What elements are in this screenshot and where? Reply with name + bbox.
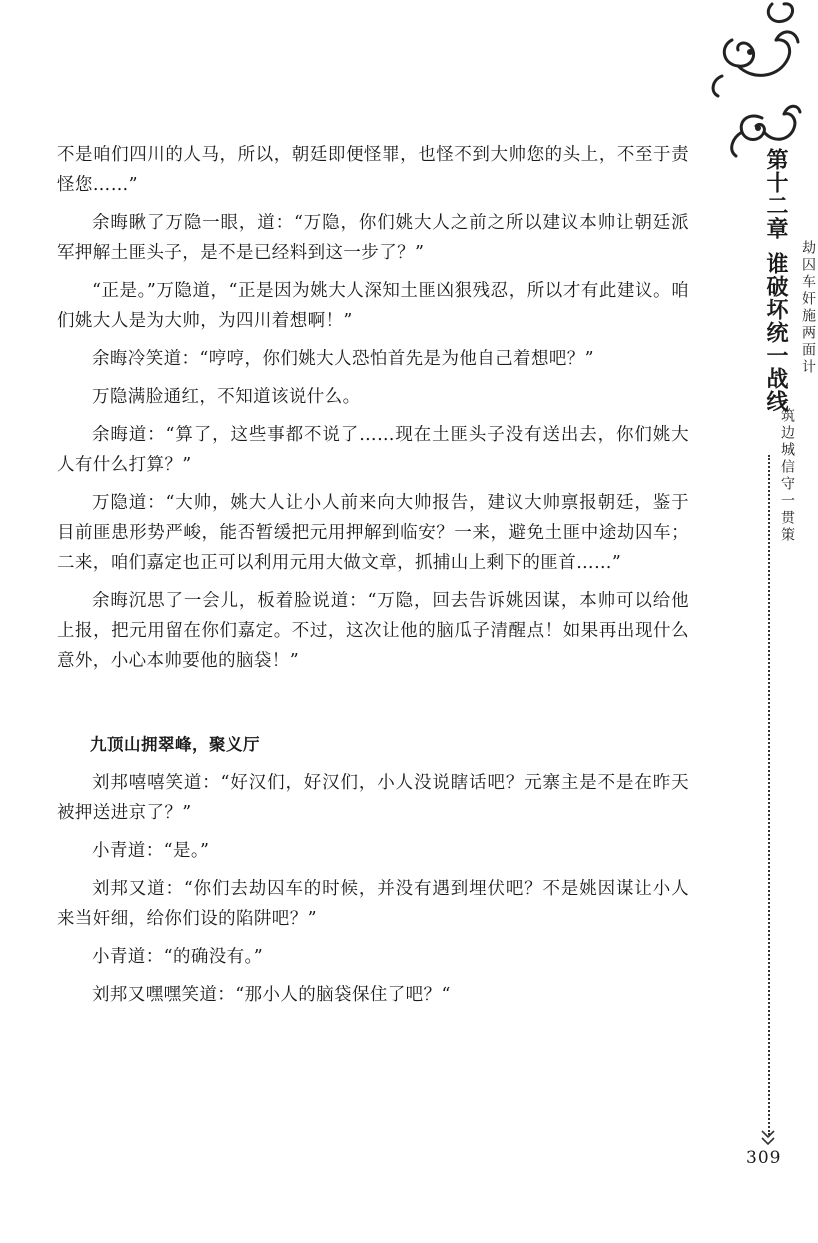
paragraph: 不是咱们四川的人马，所以，朝廷即便怪罪，也怪不到大帅您的头上，不至于责怪您……”	[57, 145, 689, 195]
paragraph: 万隐满脸通红，不知道该说什么。	[92, 387, 361, 407]
paragraph: 余晦道：“算了，这些事都不说了……现在土匪头子没有送出去，你们姚大人有什么打算？”	[57, 425, 689, 475]
paragraph: 刘邦又嘿嘿笑道：“那小人的脑袋保住了吧？“	[92, 985, 451, 1005]
section-heading: 九顶山拥翠峰，聚义厅	[90, 735, 260, 754]
double-chevron-down-icon	[760, 1128, 776, 1148]
paragraph: 余晦瞅了万隐一眼，道：“万隐，你们姚大人之前之所以建议本帅让朝廷派军押解土匪头子，是不是已经料到这一步了？”	[57, 213, 689, 263]
chapter-subtitle-2: 筑边城信守一贯策	[779, 408, 795, 544]
paragraph: 刘邦嘻嘻笑道：“好汉们，好汉们，小人没说瞎话吧？元寨主是不是在昨天被押送进京了？”	[57, 773, 689, 823]
chapter-subtitle-1: 劫囚车奸施两面计	[800, 240, 816, 376]
paragraph: 余晦冷笑道：“哼哼，你们姚大人恐怕首先是为他自己着想吧？”	[92, 349, 594, 369]
chapter-number: 第十二章	[763, 148, 788, 240]
main-text	[57, 140, 689, 1018]
paragraph: 余晦沉思了一会儿，板着脸说道：“万隐，回去告诉姚因谋，本帅可以给他上报，把元用留在你们嘉定。不过，这次让他的脑瓜子清醒点！如果再出现什么意外，小心本帅要他的脑袋！”	[57, 591, 689, 671]
page-number: 309	[746, 1148, 782, 1168]
chapter-sidebar	[690, 0, 816, 1243]
dotted-divider	[768, 455, 770, 1135]
chapter-title: 谁破坏统一战线	[763, 252, 788, 413]
cloud-ornament-icon	[702, 0, 800, 160]
paragraph: 小青道：“是。”	[92, 841, 210, 861]
paragraph: 小青道：“的确没有。”	[92, 947, 264, 967]
paragraph: “正是。”万隐道，“正是因为姚大人深知土匪凶狠残忍，所以才有此建议。咱们姚大人是为大帅，为四川着想啊！”	[57, 281, 689, 331]
paragraph: 万隐道：“大帅，姚大人让小人前来向大帅报告，建议大帅禀报朝廷，鉴于目前匪患形势严峻，能否暂缓把元用押解到临安？一来，避免土匪中途劫囚车；二来，咱们嘉定也正可以利用元用大做文章，抓捕山上剩下的匪首……”	[57, 493, 689, 573]
paragraph: 刘邦又道：“你们去劫囚车的时候，并没有遇到埋伏吧？不是姚因谋让小人来当奸细，给你们设的陷阱吧？”	[57, 879, 689, 929]
